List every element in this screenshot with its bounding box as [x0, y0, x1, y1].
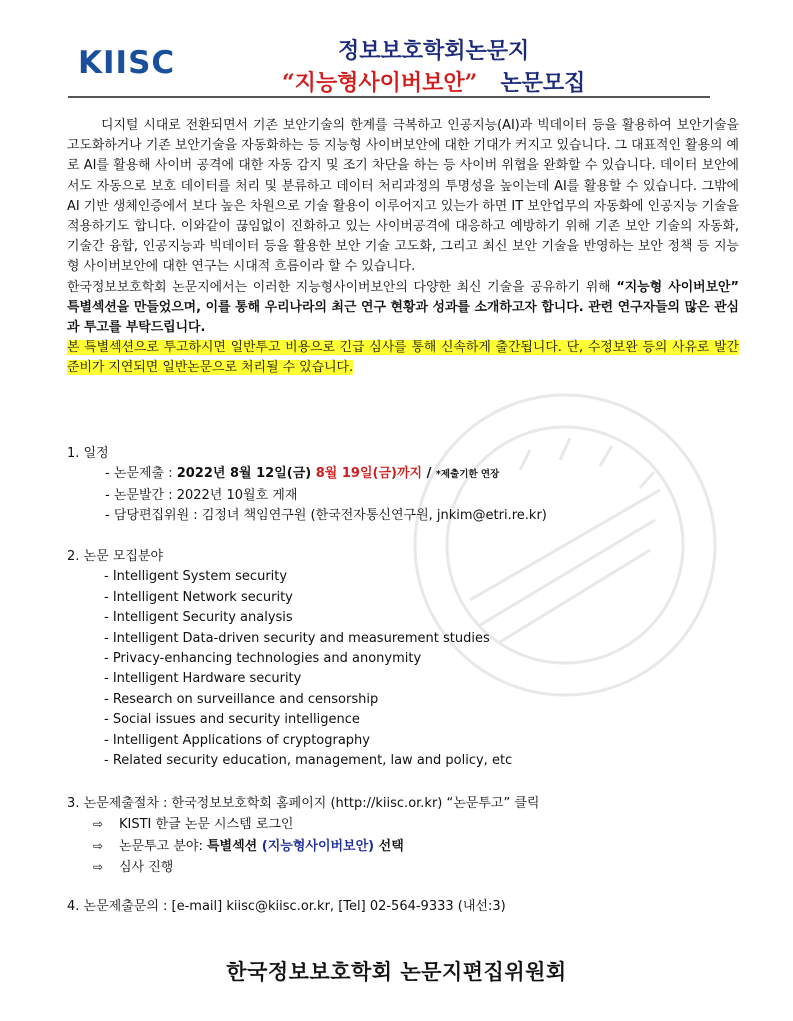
committee-signature: 한국정보보호학회 논문지편집위원회: [226, 960, 567, 984]
schedule-publication: - 논문발간 : 2022년 10월호 게재: [105, 487, 298, 503]
topic-item: - Related security education, management, law and policy, etc: [104, 753, 513, 769]
right-arrow-icon: ⇨: [93, 838, 104, 853]
topic-item: - Social issues and security intelligence: [104, 712, 360, 728]
topics-title: 2. 논문 모집분야: [67, 549, 164, 564]
topic-item: - Intelligent Security analysis: [104, 610, 293, 626]
procedure-step-2-end: 선택: [374, 838, 404, 854]
procedure-step: [93, 857, 539, 878]
intro-text: [67, 116, 739, 379]
journal-title: 정보보호학회논문지: [338, 38, 530, 64]
kiisc-logo: KIISC: [78, 45, 176, 81]
procedure-step-2-bold: 특별섹션: [207, 838, 262, 854]
schedule-title: 1. 일정: [67, 446, 109, 461]
intro-paragraph-2-bold: “지능형 사이버보안” 특별섹션을 만들었으며, 이를 통해 우리나라의 최근 연구 현황과 성과를 소개하고자 합니다. 관련 연구자들의 많은 관심과 투고를 부탁드립니다.: [67, 279, 739, 336]
intro-paragraph-2-plain: 한국정보보호학회 논문지에서는 이러한 지능형사이버보안의 다양한 최신 기술을 공유하기 위해: [67, 279, 617, 295]
intro-paragraph-2: [67, 278, 739, 339]
topic-item: - Research on surveillance and censorship: [104, 691, 379, 707]
topic-item: - Intelligent Applications of cryptography: [104, 732, 370, 748]
intro-paragraph-3: [67, 338, 739, 378]
procedure-step: [93, 836, 539, 857]
highlighted-notice: 본 특별섹션으로 투고하시면 일반투고 비용으로 긴급 심사를 통해 신속하게 출간됩니다. 단, 수정보완 등의 사유로 발간준비가 지연되면 일반논문으로 처리될 수 있습니다.: [67, 340, 739, 376]
right-arrow-icon: ⇨: [93, 860, 104, 875]
topic-item: - Intelligent Network security: [104, 589, 293, 605]
schedule-editor: - 담당편집위원 : 김정녀 책임연구원 (한국전자통신연구원, jnkim@etri.re.kr): [105, 508, 547, 524]
procedure-step-2-plain: 논문투고 분야:: [119, 838, 207, 854]
call-for-papers-title: [282, 66, 585, 97]
procedure-section: [67, 794, 539, 879]
procedure-title: 3. 논문제출절차 : 한국정보보호학회 홈페이지 (http://kiisc.or.kr) “논문투고” 클릭: [67, 796, 540, 811]
inquiry-section: [67, 897, 506, 917]
intro-paragraph-1: 디지털 시대로 전환되면서 기존 보안기술의 한계를 극복하고 인공지능(AI)과 빅데이터 등을 활용하여 보안기술을 고도화하거나 기존 보안기술을 자동화하는 등 지능형 사이버보안에 대한 기대가 커지고 있습니다. 그 대표적인 활용의 예로 AI를 활용해 사이버 공격에 대한 자동 감지 및 조기 차단을 하는 등 사이버 위협을 완화할 수 있습니다. 데이터 보안에서도 자동으로 보호 데이터를 처리 및 분류하고 데이터 처리과정의 투명성을 높이는데 AI를 활용할 수 있습니다. 그밖에 AI 기반 생체인증에서 보다 높은 차원으로 기술 활용이 이루어지고 있는가 하면 IT 보안업무의 자동화에 인공지능 기술을 적용하기도 합니다. 이와같이 끊임없이 진화하고 있는 사이버공격에 대응하고 예방하기 위해 기존 보안 기술의 자동화, 기술간 융합, 인공지능과 빅데이터 등을 활용한 보안 기술 고도화, 그리고 최신 보안 기술을 반영하는 보안 정책 등 지능형 사이버보안에 대한 연구는 시대적 흐름이라 할 수 있습니다.: [67, 118, 739, 275]
schedule-section: [67, 444, 547, 527]
call-title-quoted: “지능형사이버보안”: [282, 70, 478, 96]
schedule-submission: [105, 464, 547, 485]
procedure-step: [93, 814, 539, 835]
procedure-step-1: KISTI 한글 논문 시스템 로그인: [119, 817, 294, 833]
submission-old-date: 2022년 8월 12일(금): [176, 466, 312, 482]
topic-item: - Privacy-enhancing technologies and anonymity: [104, 651, 422, 667]
procedure-step-3: 심사 진행: [119, 860, 174, 876]
submission-note: *제출기한 연장: [435, 469, 500, 481]
submission-label: - 논문제출 :: [105, 466, 177, 482]
submission-sep: /: [422, 466, 436, 482]
inquiry-text: 4. 논문제출문의 : [e-mail] kiisc@kiisc.or.kr, [Tel] 02-564-9333 (내선:3): [67, 899, 506, 914]
call-title-suffix: 논문모집: [500, 70, 586, 96]
procedure-step-2-blue: (지능형사이버보안): [261, 838, 375, 854]
header-divider: [68, 96, 710, 98]
topic-item: - Intelligent Hardware security: [104, 671, 302, 687]
topic-item: - Intelligent System security: [104, 569, 288, 585]
submission-new-date: 8월 19일(금)까지: [311, 466, 423, 482]
right-arrow-icon: ⇨: [93, 817, 104, 832]
topic-item: - Intelligent Data-driven security and measurement studies: [104, 630, 490, 646]
topics-section: [67, 547, 512, 771]
